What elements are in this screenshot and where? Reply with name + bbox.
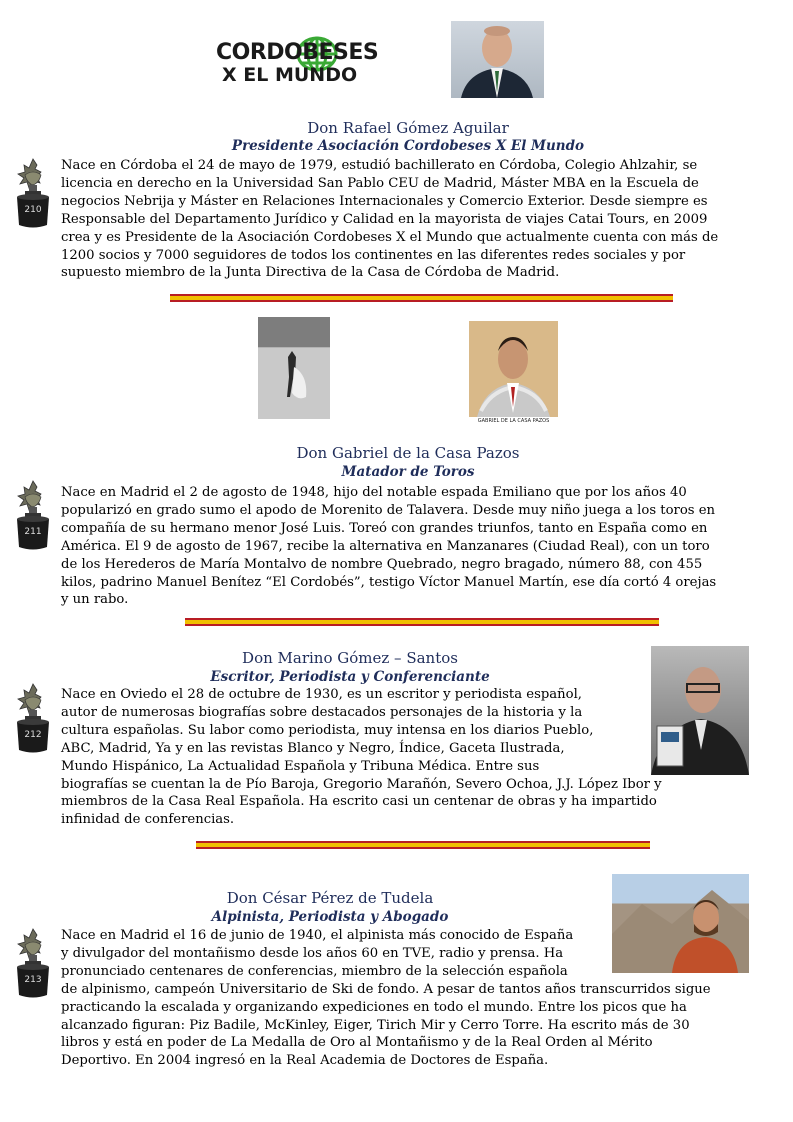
entry-biography: Nace en Oviedo el 28 de octubre de 1930, es un escritor y periodista español, autor de numerosas biografías sobre destacados personajes de la historia y la cultura españolas. Su labor como periodista, muy intensa en los diarios Pueblo, ABC, Madrid, Ya y en las revistas Blanco y Negro, Índice, Gaceta Ilustrada, Mundo Hispánico, La Actualidad Española y Tribuna Médica. Entre sus <box>61 687 594 774</box>
entry-role: Matador de Toros <box>341 464 475 480</box>
logo-line1: CORDOBESES <box>216 40 379 65</box>
entry-name: Don Marino Gómez – Santos <box>242 649 458 667</box>
photo-caption: GABRIEL DE LA CASA PAZOS <box>477 418 550 424</box>
award-trophy-icon <box>13 477 53 552</box>
award-number: 211 <box>24 527 42 537</box>
entry-name: Don Rafael Gómez Aguilar <box>307 119 509 137</box>
award-trophy-icon <box>13 155 53 230</box>
entry-role: Escritor, Periodista y Conferenciante <box>210 669 490 685</box>
award-trophy-icon <box>13 925 53 1000</box>
entry-biography: Nace en Córdoba el 24 de mayo de 1979, estudió bachillerato en Córdoba, Colegio Ahlzahir, se licencia en derecho en la Universidad San Pablo CEU de Madrid, Máster MBA en la Escuela de negocios Nebrija y Máster en Relaciones Internacionales y Comercio Exterior. Desde siempre es Responsable del Departamento Jurídico y Calidad en la mayorista de viajes Catai Tours, en 2009 crea y es Presidente de la Asociación Cordobeses X el Mundo que actualmente cuenta con más de 1200 socios y 7000 seguidores de todos los continentes en las diferentes redes sociales y por supuesto miembro de la Junta Directiva de la Casa de Córdoba de Madrid. <box>61 158 719 281</box>
entry-biography: Nace en Madrid el 16 de junio de 1940, el alpinista más conocido de España y divulgador del montañismo desde los años 60 en TVE, radio y prensa. Ha pronunciado centenares de conferencias, miembro de la selección española <box>61 928 574 979</box>
award-trophy-icon <box>13 680 53 755</box>
cordobeses-logo <box>216 36 379 88</box>
entry-biography-continued: de alpinismo, campeón Universitario de Ski de fondo. A pesar de tantos años transcurridos sigue practicando la escalada y organizando expediciones en todo el mundo. Entre los picos que ha alcanzado figuran: Piz Badile, McKinley, Eiger, Tirich Mir y Cerro Torre. Ha escrito más de 30 libros y está en poder de La Medalla de Oro al Montañismo y de la Real Orden al Mérito Deportivo. En 2004 ingresó en la Real Academia de Doctores de España. <box>61 981 711 1069</box>
portrait-cesar-perez <box>612 874 749 973</box>
entry-name: Don César Pérez de Tudela <box>226 889 434 907</box>
spanish-flag-divider <box>185 618 659 626</box>
entry-role: Alpinista, Periodista y Abogado <box>211 909 449 925</box>
entry-biography: Nace en Madrid el 2 de agosto de 1948, hijo del notable espada Emiliano que por los años 40 popularizó en grado sumo el apodo de Morenito de Talavera. Desde muy niño juega a los toros en compañía de su hermano menor José Luis. Toreó con grandes triunfos, tanto en España como en América. El 9 de agosto de 1967, recibe la alternativa en Manzanares (Ciudad Real), con un toro de los Herederos de María Montalvo de nombre Quebrado, negro bragado, número 88, con 455 kilos, padrino Manuel Benítez “El Cordobés”, testigo Víctor Manuel Martín, ese día cortó 4 orejas y un rabo. <box>61 485 717 608</box>
entry-role: Presidente Asociación Cordobeses X El Mundo <box>231 138 585 154</box>
award-number: 212 <box>24 730 42 740</box>
portrait-rafael-gomez <box>451 21 544 98</box>
entry-biography-continued: biografías se cuentan la de Pío Baroja, Gregorio Marañón, Severo Ochoa, J.J. López Ibor y miembros de la Casa Real Española. Ha escrito casi un centenar de obras y ha impartido infinidad de conferencias. <box>61 776 662 828</box>
logo-line2: X EL MUNDO <box>222 64 358 86</box>
spanish-flag-divider <box>196 841 650 849</box>
award-number: 213 <box>24 975 42 985</box>
portrait-gabriel-casa <box>469 321 558 429</box>
spanish-flag-divider <box>170 294 673 302</box>
entry-name: Don Gabriel de la Casa Pazos <box>296 444 520 462</box>
portrait-marino-gomez <box>651 646 749 775</box>
bullfight-photo <box>258 317 330 419</box>
award-number: 210 <box>24 205 42 215</box>
